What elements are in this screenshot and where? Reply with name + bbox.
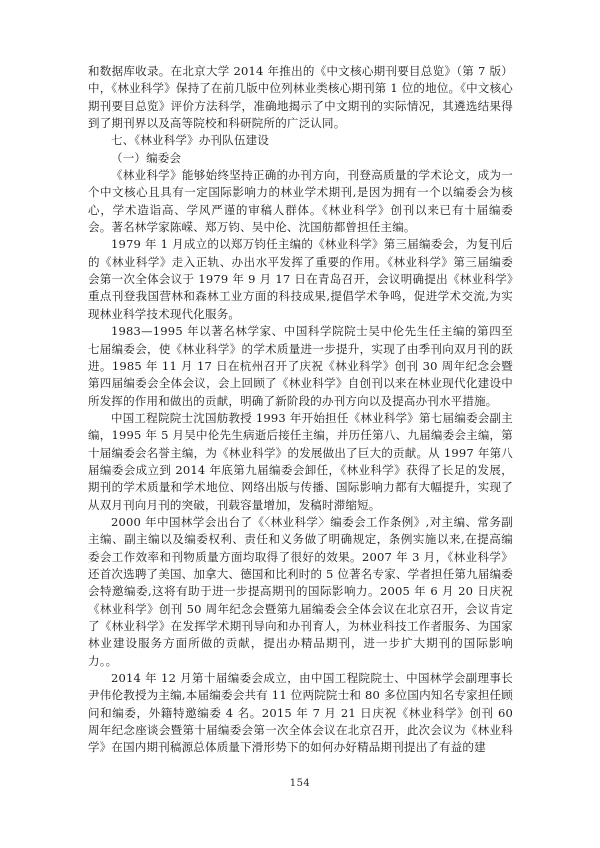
paragraph-2014-tenth-board: 2014 年 12 月第十届编委会成立，由中国工程院院士、中国林学会副理事长尹伟伦教授为主编,本届编委会共有 11 位两院院士和 80 多位国内知名专家担任顾问和编委，外籍特邀编委 4 名。2015 年 7 月 21 日庆祝《林业科学》创刊 60 周年纪念座谈会暨第十届编委会第一次全体会议在北京召开，此次会议为《林业科学》在国内期刊稿源总体质量下滑形势下的如何办好精品期刊提出了有益的建 — [88, 671, 513, 755]
section-heading: 七、《林业科学》办刊队伍建设 — [111, 133, 270, 148]
paragraph-1983-1995-boards: 1983—1995 年以著名林学家、中国科学院院士吴中伦先生任主编的第四至七届编委会，使《林业科学》的学术质量进一步提升，实现了由季刊向双月刊的跃进。1985 年 11 月 17 日在杭州召开了庆祝《林业科学》创刊 30 周年纪念会暨第四届编委会全体会议，会上回顾了《林业科学》自创刊以来在林业现代化建设中所发挥的作用和做出的贡献，明确了新阶段的办刊方向以及提高办刊水平措施。 — [88, 324, 513, 408]
page-number: 154 — [289, 778, 311, 789]
paragraph-shen-guofang: 中国工程院院士沈国舫教授 1993 年开始担任《林业科学》第七届编委会副主编，1995 年 5 月吴中伦先生病逝后接任主编，并历任第八、九届编委会主编，第十届编委会名誉主编，为《林业科学》的发展做出了巨大的贡献。从 1997 年第八届编委会成立到 2014 年底第九届编委会卸任，《林业科学》获得了长足的发展，期刊的学术质量和学术地位、网络出版与传播、国际影响力都有大幅提升，实现了从双月刊向月刊的突破，刊载容量增加，发稿时滞缩短。 — [88, 410, 513, 512]
paragraph-continuation: 和数据库收录。在北京大学 2014 年推出的《中文核心期刊要目总览》（第 7 版）中，《林业科学》保持了在前几版中位列林业类核心期刊第 1 位的地位。《中文核心期刊要目总览》评价方法科学，准确地揭示了中文期刊的实际情况，其遴选结果得到了期刊界以及高等院校和科研院所的广泛认同。 — [88, 64, 513, 131]
paragraph-editorial-board-intro: 《林业科学》能够始终坚持正确的办刊方向，刊登高质量的学术论文，成为一个中文核心且具有一定国际影响力的林业学术期刊,是因为拥有一个以编委会为核心，学术造诣高、学风严谨的审稿人群体。《林业科学》创刊以来已有十届编委会。著名林学家陈嵘、郑万钧、吴中伦、沈国舫都曾担任主编。 — [88, 168, 513, 235]
subsection-heading: （一）编委会 — [111, 150, 182, 165]
paragraph-1979-third-board: 1979 年 1 月成立的以郑万钧任主编的《林业科学》第三届编委会，为复刊后的《林业科学》走入正轨、办出水平发挥了重要的作用。《林业科学》第三届编委会第一次全体会议于 1979 年 9 月 17 日在青岛召开，会议明确提出《林业科学》重点刊登我国营林和森林工业方面的科技成果,提倡学术争鸣，促进学术交流,为实现林业科学技术现代化服务。 — [88, 237, 513, 321]
text-block — [88, 63, 513, 757]
paragraph-2000-regulations: 2000 年中国林学会出台了《〈林业科学〉编委会工作条例》,对主编、常务副主编、副主编以及编委权利、责任和义务做了明确规定，条例实施以来,在提高编委会工作效率和刊物质量方面均取得了很好的效果。2007 年 3 月，《林业科学》还首次选聘了美国、加拿大、德国和比利时的 5 位著名专家、学者担任第九届编委会特邀编委,这将有助于进一步提高期刊的国际影响力。2005 年 6 月 20 日庆祝《林业科学》创刊 50 周年纪念会暨第九届编委会全体会议在北京召开，会议肯定了《林业科学》在发挥学术期刊导向和办刊育人，为林业科技工作者服务、为国家林业建设服务方面所做的贡献，提出办精品期刊，进一步扩大期刊的国际影响力。。 — [88, 514, 513, 668]
